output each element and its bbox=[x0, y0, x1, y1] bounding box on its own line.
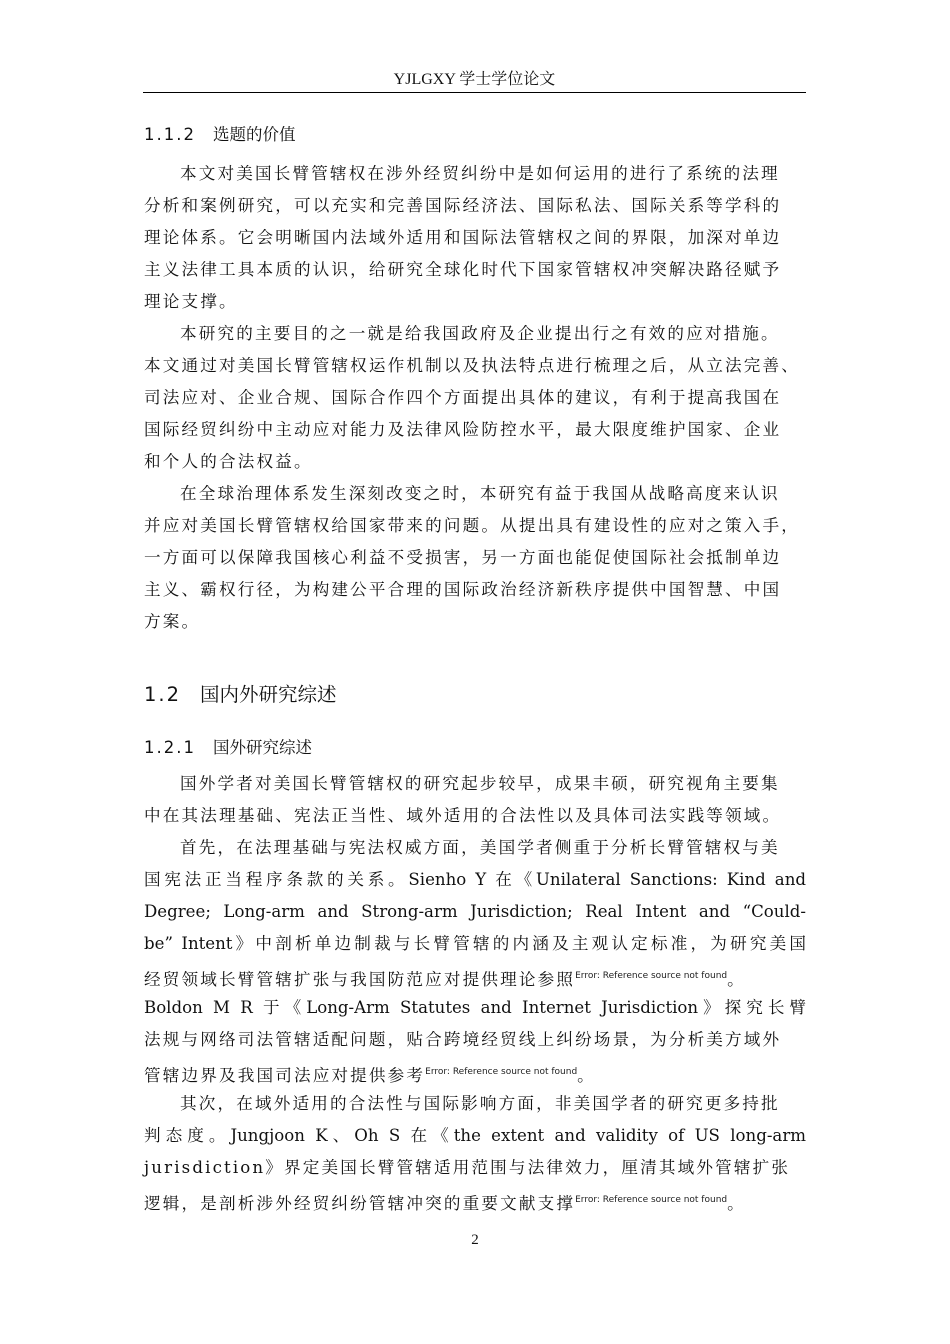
paragraph-line: 和个人的合法权益。 bbox=[144, 452, 313, 471]
paragraph-line: 分析和案例研究，可以充实和完善国际经济法、国际私法、国际关系等学科的 bbox=[144, 196, 782, 215]
section-heading-1-2-1 bbox=[144, 734, 312, 758]
paragraph-line: 司法应对、企业合规、国际合作四个方面提出具体的建议，有利于提高我国在 bbox=[144, 388, 782, 407]
paragraph-line: Degree; Long-arm and Strong-arm Jurisdiction; Real Intent and “Could- bbox=[144, 902, 806, 921]
paragraph-line: jurisdiction》界定美国长臂管辖适用范围与法律效力，厘清其域外管辖扩张 bbox=[144, 1158, 791, 1177]
paragraph-line: Boldon M R 于《Long-Arm Statutes and Internet Jurisdiction》探究长臂 bbox=[144, 998, 806, 1017]
paragraph-line bbox=[144, 1185, 806, 1215]
paragraph-line: 方案。 bbox=[144, 612, 201, 631]
section-number: 1.2.1 bbox=[144, 738, 196, 757]
paragraph-line: 理论支撑。 bbox=[144, 292, 238, 311]
paragraph-line: 国宪法正当程序条款的关系。Sienho Y 在《Unilateral Sanctions: Kind and bbox=[144, 870, 806, 889]
paragraph-line: 一方面可以保障我国核心利益不受损害，另一方面也能促使国际社会抵制单边 bbox=[144, 548, 782, 567]
section-number: 1.1.2 bbox=[144, 125, 196, 144]
paragraph-line: 国外学者对美国长臂管辖权的研究起步较早，成果丰硕，研究视角主要集 bbox=[180, 774, 780, 793]
paragraph-line: 主义、霸权行径，为构建公平合理的国际政治经济新秩序提供中国智慧、中国 bbox=[144, 580, 782, 599]
section-title: 国外研究综述 bbox=[213, 738, 312, 757]
paragraph-line: 本文通过对美国长臂管辖权运作机制以及执法特点进行梳理之后，从立法完善、 bbox=[144, 356, 801, 375]
section-number: 1.2 bbox=[144, 683, 182, 706]
line-end: 。 bbox=[577, 1066, 596, 1085]
paragraph-line: 主义法律工具本质的认识，给研究全球化时代下国家管辖权冲突解决路径赋予 bbox=[144, 260, 782, 279]
paragraph-line: 本文对美国长臂管辖权在涉外经贸纠纷中是如何运用的进行了系统的法理 bbox=[180, 164, 780, 183]
header-title: YJLGXY 学士学位论文 bbox=[393, 71, 556, 88]
paragraph-line: 并应对美国长臂管辖权给国家带来的问题。从提出具有建设性的应对之策入手， bbox=[144, 516, 801, 535]
line-text: 逻辑，是剖析涉外经贸纠纷管辖冲突的重要文献支撑 bbox=[144, 1194, 576, 1213]
paragraph-line: 判态度。Jungjoon K、Oh S 在《the extent and validity of US long-arm bbox=[144, 1126, 806, 1145]
paragraph-line bbox=[144, 961, 806, 991]
paragraph-line: 其次，在域外适用的合法性与国际影响方面，非美国学者的研究更多持批 bbox=[180, 1094, 780, 1113]
paragraph-line: 法规与网络司法管辖适配问题，贴合跨境经贸线上纠纷场景，为分析美方域外 bbox=[144, 1030, 782, 1049]
line-end: 。 bbox=[727, 1194, 746, 1213]
line-text: 管辖边界及我国司法应对提供参考 bbox=[144, 1066, 426, 1085]
paragraph-line: 在全球治理体系发生深刻改变之时，本研究有益于我国从战略高度来认识 bbox=[180, 484, 780, 503]
paragraph-line bbox=[144, 1057, 806, 1087]
paragraph-line: 中在其法理基础、宪法正当性、域外适用的合法性以及具体司法实践等领域。 bbox=[144, 806, 782, 825]
paragraph-line: 国际经贸纠纷中主动应对能力及法律风险防控水平，最大限度维护国家、企业 bbox=[144, 420, 782, 439]
page-number: 2 bbox=[471, 1232, 479, 1248]
section-heading-1-2 bbox=[144, 679, 337, 707]
reference-error: Error: Reference source not found bbox=[575, 971, 728, 981]
section-title: 国内外研究综述 bbox=[200, 683, 337, 706]
paragraph-line: 本研究的主要目的之一就是给我国政府及企业提出行之有效的应对措施。 bbox=[180, 324, 780, 343]
page-header bbox=[143, 64, 806, 93]
paragraph-line: 理论体系。它会明晰国内法域外适用和国际法管辖权之间的界限，加深对单边 bbox=[144, 228, 782, 247]
line-text: 经贸领域长臂管辖扩张与我国防范应对提供理论参照 bbox=[144, 970, 576, 989]
reference-error: Error: Reference source not found bbox=[575, 1195, 728, 1205]
paragraph-line: 首先，在法理基础与宪法权威方面，美国学者侧重于分析长臂管辖权与美 bbox=[180, 838, 780, 857]
paragraph-line: be” Intent》中剖析单边制裁与长臂管辖的内涵及主观认定标准，为研究美国 bbox=[144, 934, 806, 953]
section-heading-1-1-2 bbox=[144, 121, 296, 145]
reference-error: Error: Reference source not found bbox=[425, 1067, 578, 1077]
section-title: 选题的价值 bbox=[213, 125, 296, 144]
line-end: 。 bbox=[727, 970, 746, 989]
